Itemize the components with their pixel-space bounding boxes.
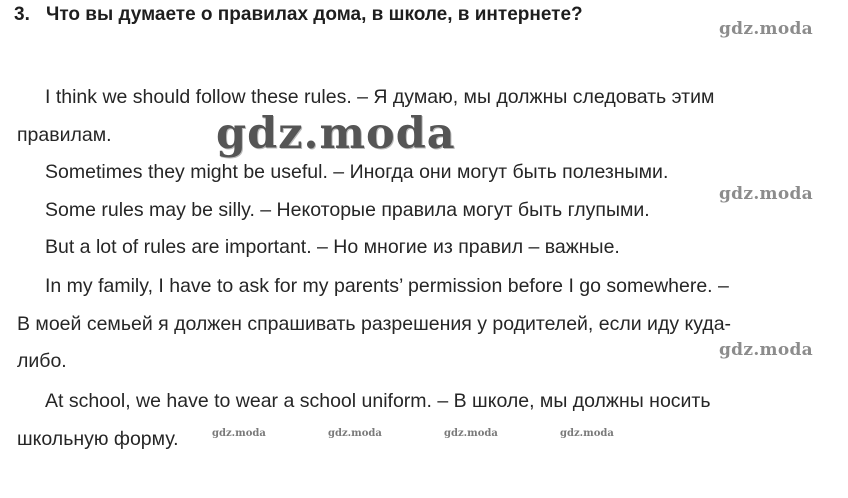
watermark-logo-small: gdz.moda <box>212 428 266 439</box>
watermark-logo-large: gdz.moda <box>216 109 456 159</box>
question-number: 3. <box>14 4 30 25</box>
answer-line: At school, we have to wear a school uniform. – В школе, мы должны носить <box>45 390 711 412</box>
answer-line: But a lot of rules are important. – Но многие из правил – важные. <box>45 236 620 258</box>
answer-paragraph-2 <box>17 154 837 267</box>
watermark-logo: gdz.moda <box>719 184 813 204</box>
answer-paragraph-4 <box>17 383 837 458</box>
answer-line: либо. <box>17 350 67 372</box>
answer-line: школьную форму. <box>17 427 179 450</box>
watermark-logo-small: gdz.moda <box>560 428 614 439</box>
watermark-logo: gdz.moda <box>719 19 813 39</box>
question-text: Что вы думаете о правилах дома, в школе, в интернете? <box>46 4 583 25</box>
answer-line: В моей семьей я должен спрашивать разрешения у родителей, если иду куда- <box>17 312 732 335</box>
answer-line: Sometimes they might be useful. – Иногда они могут быть полезными. <box>45 161 669 183</box>
watermark-logo: gdz.moda <box>719 340 813 360</box>
watermark-logo-small: gdz.moda <box>328 428 382 439</box>
answer-line: правилам. <box>17 123 112 146</box>
watermark-logo-small: gdz.moda <box>444 428 498 439</box>
question-heading <box>14 4 583 26</box>
answer-line: In my family, I have to ask for my parents’ permission before I go somewhere. – <box>45 275 729 297</box>
answer-paragraph-3 <box>17 268 837 381</box>
answer-line: Some rules may be silly. – Некоторые правила могут быть глупыми. <box>45 198 650 221</box>
answer-line: I think we should follow these rules. – Я думаю, мы должны следовать этим <box>45 86 715 108</box>
